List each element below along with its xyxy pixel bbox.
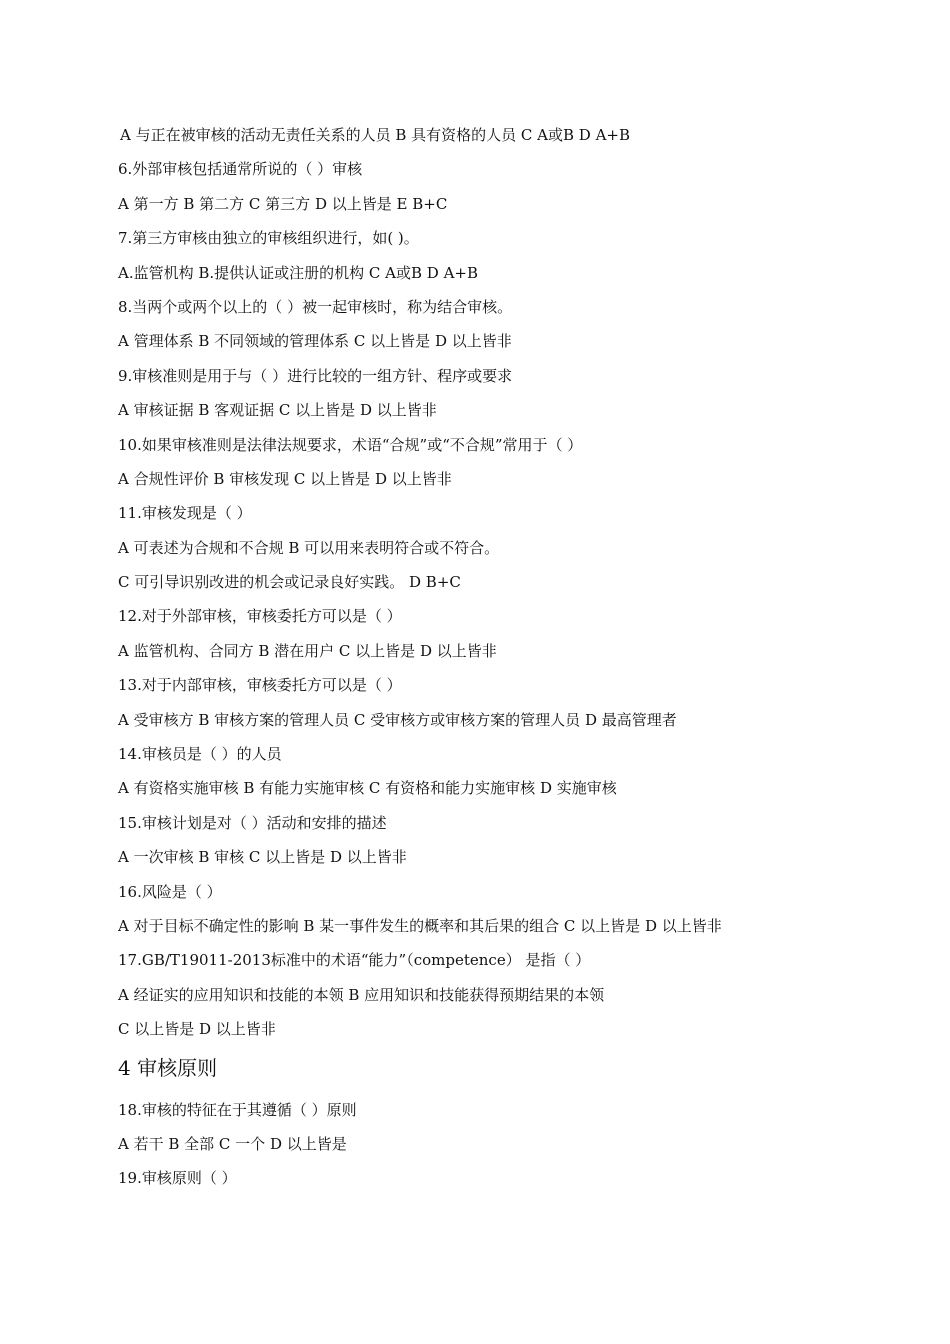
question-line: 19.审核原则（ ） [118, 1169, 237, 1188]
question-line: 8.当两个或两个以上的（ ）被一起审核时，称为结合审核。 [118, 297, 513, 316]
answer-options-line: A 合规性评价 B 审核发现 C 以上皆是 D 以上皆非 [118, 469, 452, 488]
answer-options-line: A 一次审核 B 审核 C 以上皆是 D 以上皆非 [118, 848, 407, 867]
answer-options-line: A 经证实的应用知识和技能的本领 B 应用知识和技能获得预期结果的本领 [118, 985, 605, 1004]
question-line: 9.审核准则是用于与（ ）进行比较的一组方针、程序或要求 [118, 366, 513, 385]
document-page [118, 126, 918, 1204]
answer-options-line: A 若干 B 全部 C 一个 D 以上皆是 [118, 1134, 347, 1153]
question-line: 13.对于内部审核，审核委托方可以是（ ） [118, 676, 402, 695]
section-heading: 4 审核原则 [118, 1055, 218, 1080]
question-line: 12.对于外部审核，审核委托方可以是（ ） [118, 607, 402, 626]
question-line: 17.GB/T19011-2013标准中的术语“能力”（competence） 是指（ ） [118, 951, 591, 970]
answer-options-line: A 可表述为合规和不合规 B 可以用来表明符合或不符合。 [118, 538, 500, 557]
question-line: 7.第三方审核由独立的审核组织进行，如( )。 [118, 229, 419, 248]
question-line: 16.风险是（ ） [118, 882, 222, 901]
question-line: 15.审核计划是对（ ）活动和安排的描述 [118, 813, 387, 832]
question-line: 18.审核的特征在于其遵循（ ）原则 [118, 1100, 357, 1119]
answer-options-line: A 受审核方 B 审核方案的管理人员 C 受审核方或审核方案的管理人员 D 最高管理者 [118, 710, 677, 729]
question-line: 10.如果审核准则是法律法规要求，术语“合规”或“不合规”常用于（ ） [118, 435, 583, 454]
answer-options-line: C 以上皆是 D 以上皆非 [118, 1020, 276, 1039]
question-line: 11.审核发现是（ ） [118, 504, 252, 523]
question-line: 6.外部审核包括通常所说的（ ）审核 [118, 160, 363, 179]
answer-options-line: A 审核证据 B 客观证据 C 以上皆是 D 以上皆非 [118, 401, 437, 420]
question-line: 14.审核员是（ ）的人员 [118, 745, 282, 764]
answer-options-line: A 监管机构、合同方 B 潜在用户 C 以上皆是 D 以上皆非 [118, 641, 497, 660]
answer-options-line: C 可引导识别改进的机会或记录良好实践。 D B+C [118, 573, 461, 592]
answer-options-line: A 第一方 B 第二方 C 第三方 D 以上皆是 E B+C [118, 194, 448, 213]
answer-options-line: A 有资格实施审核 B 有能力实施审核 C 有资格和能力实施审核 D 实施审核 [118, 779, 617, 798]
answer-options-line: A 对于目标不确定性的影响 B 某一事件发生的概率和其后果的组合 C 以上皆是 D 以上皆非 [118, 916, 722, 935]
text-line: A 与正在被审核的活动无责任关系的人员 B 具有资格的人员 C A或B D A+B [120, 126, 631, 144]
answer-options-line: A 管理体系 B 不同领域的管理体系 C 以上皆是 D 以上皆非 [118, 332, 512, 351]
answer-options-line: A.监管机构 B.提供认证或注册的机构 C A或B D A+B [118, 263, 479, 282]
